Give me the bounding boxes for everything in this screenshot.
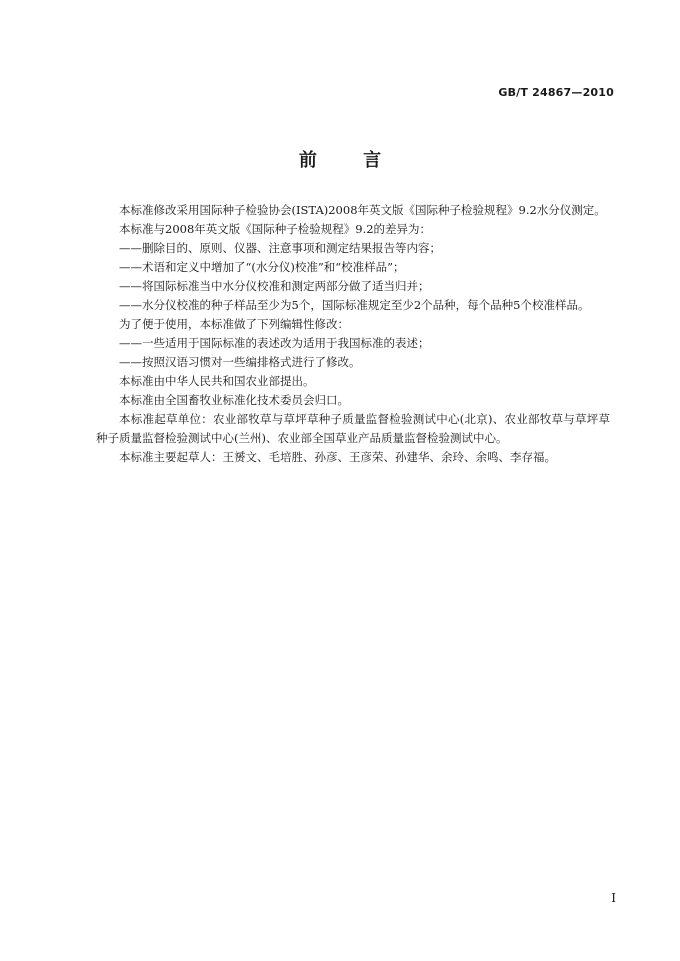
paragraph: 本标准与2008年英文版《国际种子检验规程》9.2的差异为： [119, 222, 432, 236]
page-number: I [611, 891, 616, 905]
list-item: ——将国际标准当中水分仪校准和测定两部分做了适当归并； [119, 279, 430, 293]
paragraph: 为了便于使用，本标准做了下列编辑性修改： [119, 317, 349, 331]
paragraph: 本标准由全国畜牧业标准化技术委员会归口。 [119, 393, 349, 407]
standard-number: GB/T 24867—2010 [498, 86, 614, 99]
list-item: ——删除目的、原则、仪器、注意事项和测定结果报告等内容； [119, 241, 441, 255]
list-item: ——水分仪校准的种子样品至少为5个，国际标准规定至少2个品种，每个品种5个校准样品。 [119, 298, 590, 312]
paragraph: 本标准主要起草人：王赟文、毛培胜、孙彦、王彦荣、孙建华、余玲、余鸣、李存福。 [119, 450, 556, 464]
paragraph: 本标准由中华人民共和国农业部提出。 [119, 374, 315, 388]
paragraph: 本标准修改采用国际种子检验协会(ISTA)2008年英文版《国际种子检验规程》9.2水分仪测定。 [119, 203, 606, 217]
list-item: ——术语和定义中增加了“(水分仪)校准”和“校准样品”； [119, 260, 405, 274]
list-item: ——按照汉语习惯对一些编排格式进行了修改。 [119, 355, 361, 369]
list-item: ——一些适用于国际标准的表述改为适用于我国标准的表述； [119, 336, 430, 350]
paragraph: 本标准起草单位：农业部牧草与草坪草种子质量监督检验测试中心(北京)、农业部牧草与草坪草种子质量监督检验测试中心(兰州)、农业部全国草业产品质量监督检验测试中心。 [96, 412, 610, 445]
page-title: 前 言 [298, 150, 402, 171]
document-body [96, 201, 610, 467]
